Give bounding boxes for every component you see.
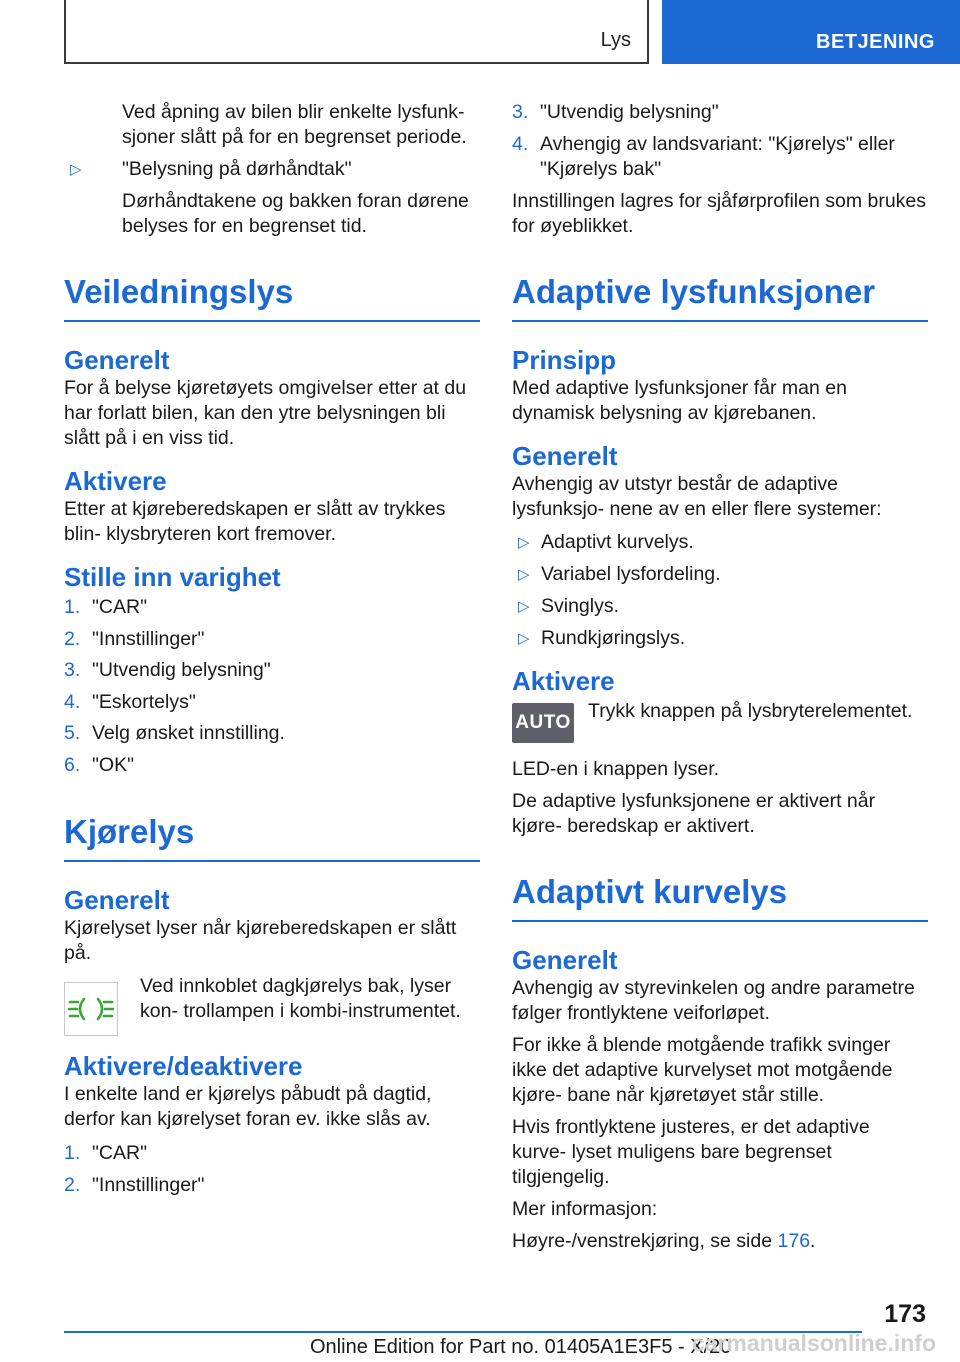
curve-text-2: For ikke å blende motgående trafikk svinger ikke det adaptive kurvelyset mot motgående kjøre‐ bane når kjøretøyet står stille. (512, 1033, 893, 1106)
header-chapter-title: BETJENING (816, 31, 935, 53)
reference-text: Høyre-/venstrekjøring, se side (512, 1229, 778, 1252)
bullet-text: "Belysning på dørhåndtak" (122, 158, 352, 180)
bullet-door-handle (64, 157, 480, 182)
header-section-title: Lys (600, 29, 631, 51)
bullet-triangle-icon: ▷ (518, 597, 530, 615)
intro-text: Ved åpning av bilen blir enkelte lysfunk‐ sjoner slått på for en begrenset periode. (122, 101, 467, 148)
systems-list (512, 530, 928, 651)
led-text: LED-en i knappen lyser. (512, 757, 720, 780)
auto-text: Trykk knappen på lysbryterelementet. (588, 699, 913, 722)
handle-text: Dørhåndtakene og bakken foran dørene belyses for en begrenset tid. (122, 190, 469, 237)
footer-edition: Online Edition for Part no. 01405A1E3F5 - X/20 (310, 1336, 732, 1358)
list-item: 1. "CAR" (64, 1141, 148, 1164)
activate-text: Etter at kjøreberedskapen er slått av trykkes blin‐ klysbryteren kort fremover. (64, 498, 446, 545)
list-item: 6. "OK" (64, 753, 135, 776)
list-item: 2. "Innstillinger" (64, 627, 205, 650)
daytime-running-light-indicator-icon (64, 982, 118, 1036)
continued-steps-list (512, 100, 928, 182)
bullet-triangle-icon: ▷ (518, 629, 530, 647)
list-item: 3. "Utvendig belysning" (512, 101, 719, 123)
drl-indicator-text: Ved innkoblet dagkjørelys bak, lyser kon‐ trollampen i kombi-instrumentet. (140, 974, 461, 1022)
left-column (64, 100, 480, 1198)
heading-activate: Aktivere (512, 665, 615, 696)
heading-curve-general: Generelt (512, 944, 618, 975)
reference-paragraph: Høyre-/venstrekjøring, se side 176. (512, 1229, 816, 1252)
toggle-text: I enkelte land er kjørelys påbudt på dagtid, derfor kan kjørelyset foran ev. ikke slås av. (64, 1082, 432, 1130)
heading-principle: Prinsipp (512, 344, 617, 375)
list-item: 5. Velg ønsket innstilling. (64, 722, 285, 745)
auto-button-paragraph (512, 699, 928, 749)
list-item: ▷ Variabel lysfordeling. (518, 562, 721, 585)
watermark: carmanualsonline.info (691, 1330, 936, 1356)
list-item: 4. Avhengig av landsvariant: "Kjørelys" eller "Kjørelys bak" (512, 132, 895, 180)
heading-general: Generelt (512, 440, 618, 471)
list-item: 1. "CAR" (64, 596, 148, 618)
saved-text: Innstillingen lagres for sjåførprofilen som brukes for øyeblikket. (512, 189, 927, 237)
more-info-label: Mer informasjon: (512, 1197, 658, 1220)
auto-button-icon: AUTO (512, 703, 574, 743)
list-item: ▷ Svinglys. (518, 594, 620, 617)
header-chapter-tab (662, 0, 960, 64)
list-item: 4. "Eskortelys" (64, 690, 196, 713)
page-number: 173 (884, 1300, 926, 1328)
right-column (512, 100, 928, 1254)
curve-text-3: Hvis frontlyktene justeres, er det adaptive kurve‐ lyset muligens bare begrenset tilgjengelig. (512, 1115, 870, 1188)
heading-toggle: Aktivere/deaktivere (64, 1050, 303, 1081)
toggle-steps-list (64, 1141, 480, 1198)
heading-general: Generelt (64, 345, 170, 375)
heading-guide-light: Veiledningslys (64, 272, 480, 322)
bullet-triangle-icon: ▷ (70, 161, 82, 178)
list-item: ▷ Rundkjøringslys. (518, 626, 686, 649)
principle-text: Med adaptive lysfunksjoner får man en dynamisk belysning av kjørebanen. (512, 376, 847, 424)
drl-indicator-paragraph (64, 974, 480, 1030)
heading-duration: Stille inn varighet (64, 562, 281, 592)
heading-curve-light: Adaptivt kurvelys (512, 872, 928, 922)
general-text: Avhengig av utstyr består de adaptive lysfunksjo‐ nene av en eller flere systemer: (512, 472, 882, 520)
list-item: ▷ Adaptivt kurvelys. (518, 530, 694, 553)
curve-text-1: Avhengig av styrevinkelen og andre parametre følger frontlyktene veiforløpet. (512, 976, 915, 1024)
bullet-triangle-icon: ▷ (518, 533, 530, 551)
page-reference-link[interactable]: 176 (777, 1229, 811, 1252)
general-text: For å belyse kjøretøyets omgivelser etter at du har forlatt bilen, kan den ytre belysningen bli slått på i en viss tid. (64, 377, 467, 449)
header-section-box (64, 0, 649, 64)
duration-steps-list (64, 595, 480, 778)
heading-adaptive-light: Adaptive lysfunksjoner (512, 272, 928, 322)
heading-drl-general: Generelt (64, 884, 170, 915)
list-item: 3. "Utvendig belysning" (64, 659, 271, 682)
heading-activate: Aktivere (64, 466, 167, 496)
drl-text: Kjørelyset lyser når kjøreberedskapen er slått på. (64, 916, 457, 964)
heading-daytime-running-light: Kjørelys (64, 812, 480, 862)
bullet-triangle-icon: ▷ (518, 565, 530, 583)
list-item: 2. "Innstillinger" (64, 1173, 205, 1196)
active-text: De adaptive lysfunksjonene er aktivert når kjøre‐ beredskap er aktivert. (512, 789, 876, 837)
